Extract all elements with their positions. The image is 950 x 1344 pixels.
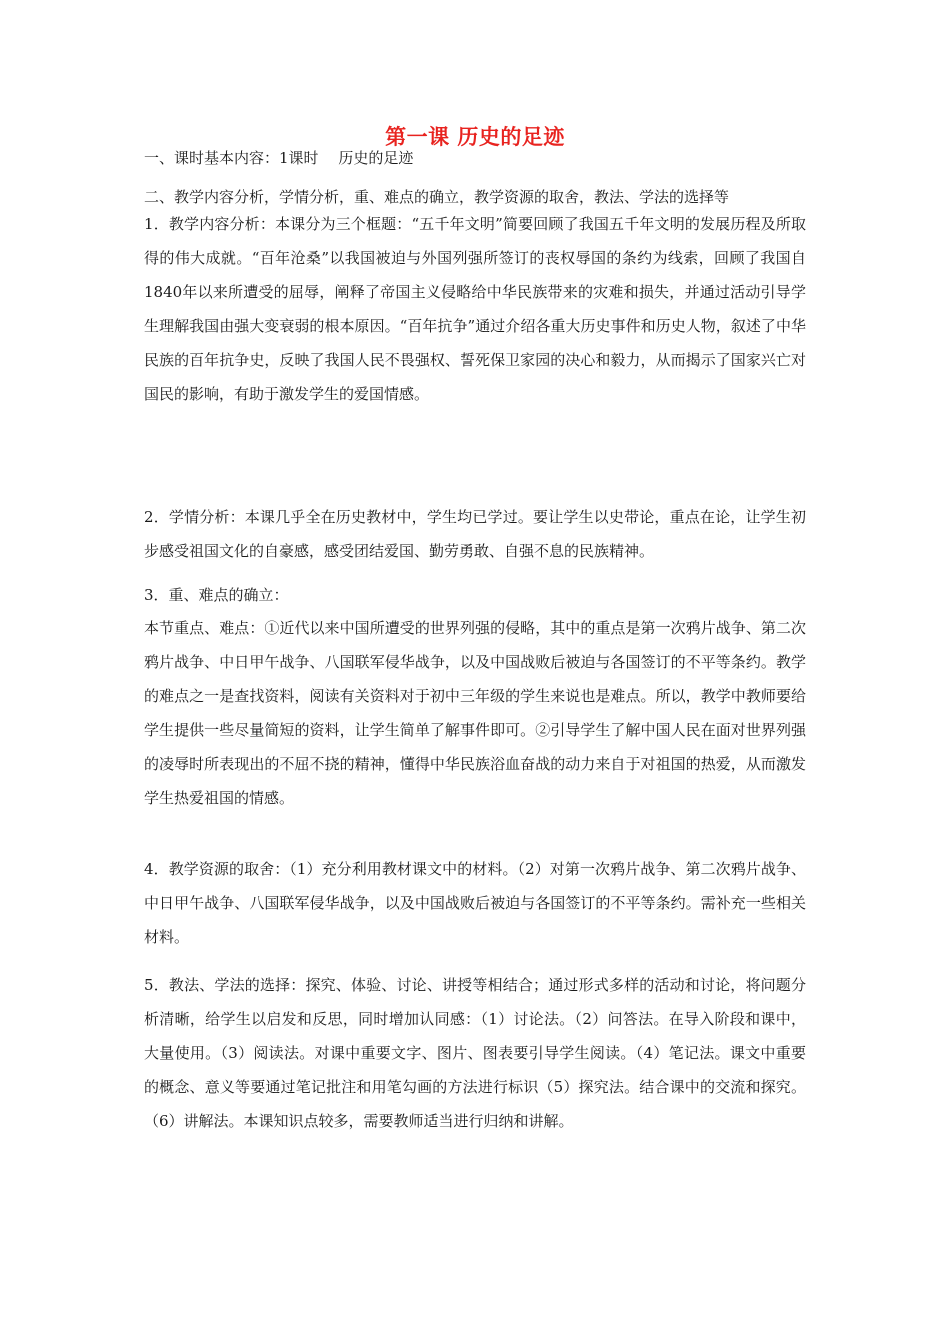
- basic-content-line: 一、课时基本内容：1课时 历史的足迹: [144, 149, 414, 167]
- student-analysis-paragraph: 2．学情分析：本课几乎全在历史教材中，学生均已学过。要让学生以史带论，重点在论，让学生初步感受祖国文化的自豪感，感受团结爱国、勤劳勇敢、自强不息的民族精神。: [144, 508, 806, 560]
- resources-paragraph: 4．教学资源的取舍：（1）充分利用教材课文中的材料。（2）对第一次鸦片战争、第二次鸦片战争、中日甲午战争、八国联军侵华战争，以及中国战败后被迫与各国签订的不平等条约。需补充一些相关材料。: [144, 860, 806, 946]
- key-points-heading: 3．重、难点的确立：: [144, 586, 289, 604]
- content-analysis-paragraph: 1．教学内容分析：本课分为三个框题：“五千年文明”简要回顾了我国五千年文明的发展历程及所取得的伟大成就。“百年沧桑”以我国被迫与外国列强所签订的丧权辱国的条约为线索，回顾了我国自1840年以来所遭受的屈辱，阐释了帝国主义侵略给中华民族带来的灾难和损失，并通过活动引导学生理解我国由强大变衰弱的根本原因。“百年抗争”通过介绍各重大历史事件和历史人物，叙述了中华民族的百年抗争史，反映了我国人民不畏强权、誓死保卫家园的决心和毅力，从而揭示了国家兴亡对国民的影响，有助于激发学生的爱国情感。: [144, 215, 806, 403]
- methods-paragraph: 5．教法、学法的选择：探究、体验、讨论、讲授等相结合；通过形式多样的活动和讨论，将问题分析清晰，给学生以启发和反思，同时增加认同感：（1）讨论法。（2）问答法。在导入阶段和课中，大量使用。（3）阅读法。对课中重要文字、图片、图表要引导学生阅读。（4）笔记法。课文中重要的概念、意义等要通过笔记批注和用笔勾画的方法进行标识（5）探究法。结合课中的交流和探究。（6）讲解法。本课知识点较多，需要教师适当进行归纳和讲解。: [144, 976, 806, 1130]
- key-points-paragraph: 本节重点、难点：①近代以来中国所遭受的世界列强的侵略，其中的重点是第一次鸦片战争、第二次鸦片战争、中日甲午战争、八国联军侵华战争，以及中国战败后被迫与各国签订的不平等条约。教学的难点之一是查找资料，阅读有关资料对于初中三年级的学生来说也是难点。所以，教学中教师要给学生提供一些尽量简短的资料，让学生简单了解事件即可。②引导学生了解中国人民在面对世界列强的凌辱时所表现出的不屈不挠的精神，懂得中华民族浴血奋战的动力来自于对祖国的热爱，从而激发学生热爱祖国的情感。: [144, 619, 806, 807]
- section-two-heading: 二、教学内容分析，学情分析，重、难点的确立，教学资源的取舍，教法、学法的选择等: [144, 188, 730, 206]
- document-title: 第一课 历史的足迹: [385, 124, 565, 149]
